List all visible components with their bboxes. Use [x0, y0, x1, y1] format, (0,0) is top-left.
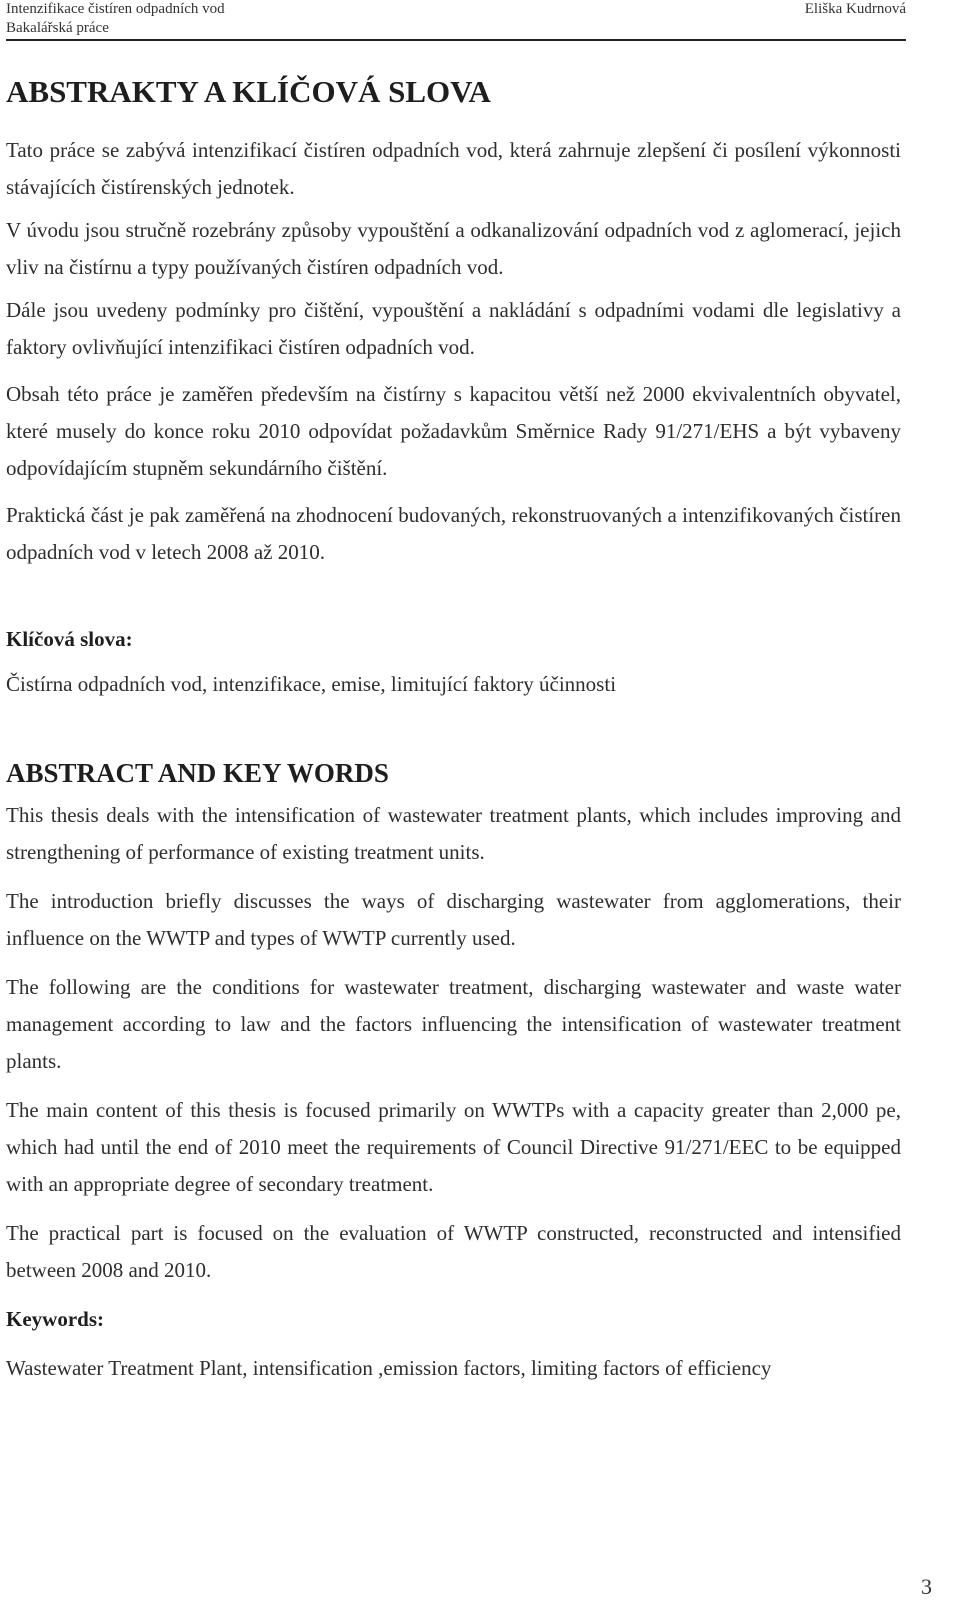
czech-paragraph: Dále jsou uvedeny podmínky pro čištění, vypouštění a nakládání s odpadními vodami dle legislativy a faktory ovlivňující intenzifikaci čistíren odpadních vod.: [6, 298, 901, 359]
header-author: Eliška Kudrnová: [804, 1, 906, 17]
czech-paragraph: Obsah této práce je zaměřen především na čistírny s kapacitou větší než 2000 ekvivalentních obyvatel, které musely do konce roku 2010 odpovídat požadavkům Směrnice Rady 91/271/EHS a být vybaveny odpovídajícím stupněm sekundárního čištění.: [6, 382, 901, 480]
header-title: Intenzifikace čistíren odpadních vod: [6, 1, 225, 17]
header-subtitle: Bakalářská práce: [6, 20, 109, 36]
english-paragraph: The practical part is focused on the evaluation of WWTP constructed, reconstructed and intensified between 2008 and 2010.: [6, 1221, 901, 1282]
page-content: [6, 72, 901, 1387]
czech-paragraph: Praktická část je pak zaměřená na zhodnocení budovaných, rekonstruovaných a intenzifikovaných čistíren odpadních vod v letech 2008 až 2010.: [6, 503, 901, 564]
english-abstract-heading: ABSTRACT AND KEY WORDS: [6, 758, 389, 788]
english-paragraph: The introduction briefly discusses the ways of discharging wastewater from agglomerations, their influence on the WWTP and types of WWTP currently used.: [6, 889, 901, 950]
page-header: [6, 0, 906, 41]
english-keywords: Wastewater Treatment Plant, intensification ,emission factors, limiting factors of efficiency: [6, 1356, 772, 1380]
english-paragraph: The main content of this thesis is focused primarily on WWTPs with a capacity greater than 2,000 pe, which had until the end of 2010 meet the requirements of Council Directive 91/271/EEC to be equipped with an appropriate degree of secondary treatment.: [6, 1098, 901, 1196]
czech-keywords-label: Klíčová slova:: [6, 627, 133, 651]
english-keywords-label: Keywords:: [6, 1307, 104, 1331]
english-paragraph: The following are the conditions for wastewater treatment, discharging wastewater and waste water management according to law and the factors influencing the intensification of wastewater treatment plants.: [6, 975, 901, 1073]
czech-paragraph: V úvodu jsou stručně rozebrány způsoby vypouštění a odkanalizování odpadních vod z aglomerací, jejich vliv na čistírnu a typy používaných čistíren odpadních vod.: [6, 218, 901, 279]
english-paragraph: This thesis deals with the intensification of wastewater treatment plants, which includes improving and strengthening of performance of existing treatment units.: [6, 803, 901, 864]
page-number: 3: [921, 1574, 932, 1599]
czech-keywords: Čistírna odpadních vod, intenzifikace, emise, limitující faktory účinnosti: [6, 672, 617, 696]
czech-paragraph: Tato práce se zabývá intenzifikací čistíren odpadních vod, která zahrnuje zlepšení či posílení výkonnosti stávajících čistírenských jednotek.: [6, 138, 901, 199]
czech-abstract-heading: ABSTRAKTY A KLÍČOVÁ SLOVA: [6, 74, 491, 109]
